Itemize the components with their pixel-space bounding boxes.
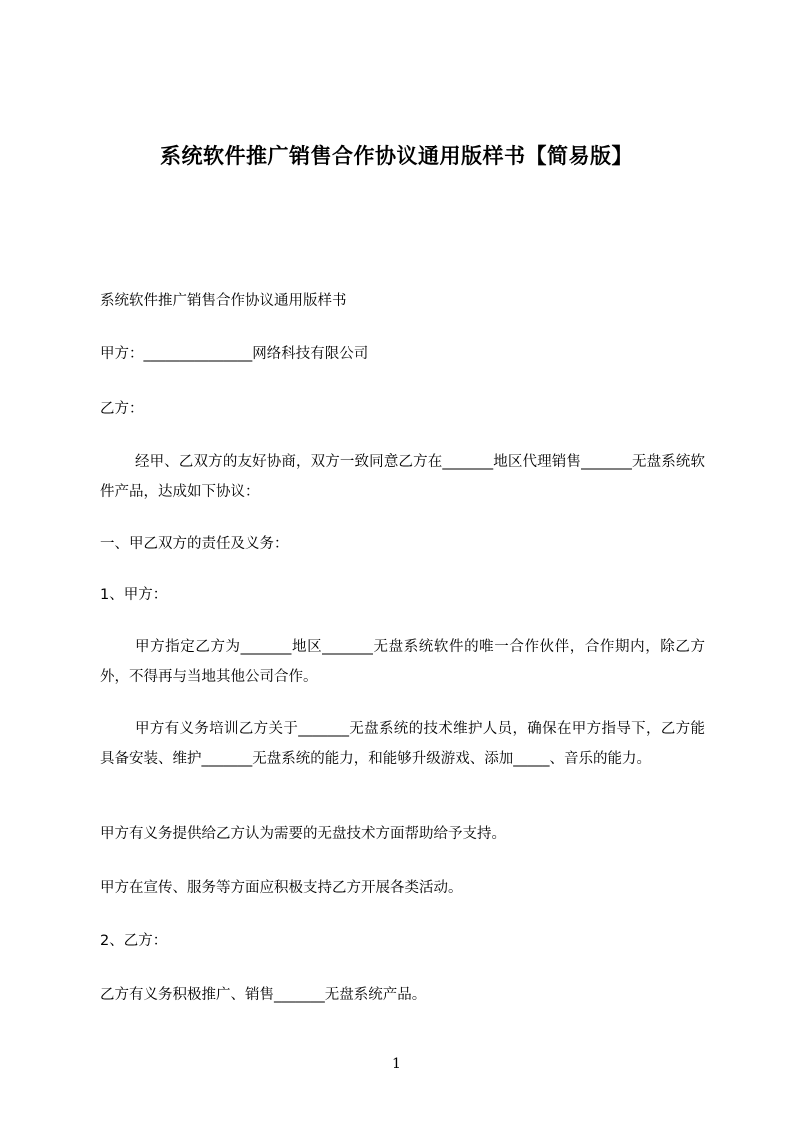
- party-a-line: 甲方：_______________网络科技有限公司: [100, 346, 369, 362]
- party-a-clause-4: 甲方在宣传、服务等方面应积极支持乙方开展各类活动。: [100, 880, 463, 896]
- party-b-line: 乙方：: [100, 401, 144, 417]
- party-a-heading: 1、甲方：: [100, 587, 168, 603]
- party-a-clause-2: [100, 714, 705, 774]
- intro-text: 经甲、乙双方的友好协商，双方一致同意乙方在_______地区代理销售_______无盘系统软件产品，达成如下协议：: [100, 454, 705, 500]
- party-b-clause-1: 乙方有义务积极推广、销售_______无盘系统产品。: [100, 987, 427, 1003]
- party-a-clause-2-text: 甲方有义务培训乙方关于_______无盘系统的技术维护人员，确保在甲方指导下，乙方能具备安装、维护_______无盘系统的能力，和能够升级游戏、添加_____、音乐的能力。: [100, 721, 705, 767]
- party-a-clause-1-text: 甲方指定乙方为_______地区_______无盘系统软件的唯一合作伙伴，合作期内，除乙方外，不得再与当地其他公司合作。: [100, 639, 705, 685]
- document-subtitle: 系统软件推广销售合作协议通用版样书: [100, 293, 347, 309]
- page-number: 1: [392, 1056, 401, 1072]
- intro-paragraph: [100, 447, 705, 507]
- party-a-clause-3: 甲方有义务提供给乙方认为需要的无盘技术方面帮助给予支持。: [100, 826, 506, 842]
- party-a-clause-1: [100, 632, 705, 692]
- party-b-heading: 2、乙方：: [100, 933, 168, 949]
- section1-heading: 一、甲乙双方的责任及义务：: [100, 536, 289, 552]
- document-title: 系统软件推广销售合作协议通用版样书【简易版】: [160, 144, 633, 168]
